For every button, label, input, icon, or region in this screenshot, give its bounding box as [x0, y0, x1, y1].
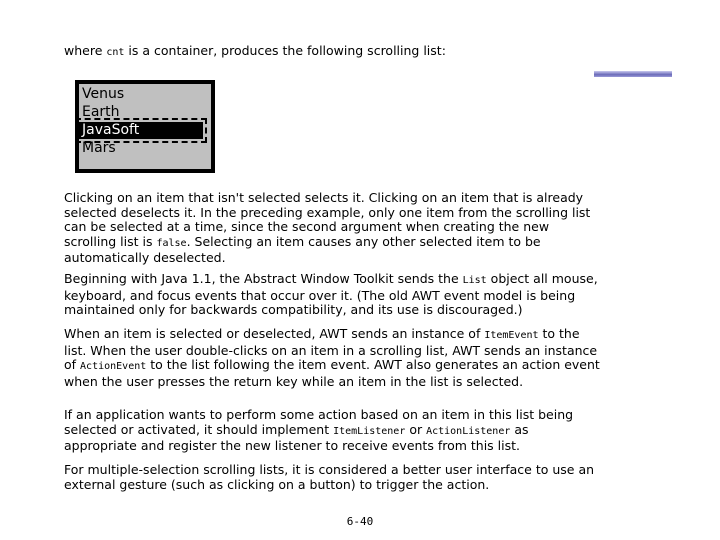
scrolling-list[interactable]: [75, 80, 215, 173]
code-false: false: [156, 237, 187, 249]
code-itemevent: ItemEvent: [484, 330, 539, 341]
paragraph-listeners: If an application wants to perform some action based on an item in this list being selected or activated, it should implement ItemListener or ActionListener as appropriate and register the new listener to receive events from this list.: [64, 407, 574, 453]
page-number: 6-40: [346, 515, 374, 528]
list-item-javasoft-selected[interactable]: JavaSoft: [79, 122, 203, 139]
code-itemlistener: ItemListener: [333, 425, 406, 437]
paragraph-clicking: Clicking on an item that isn't selected selects it. Clicking on an item that is already selected deselects it. In the preceding example, only one item from the scrolling list can be selected at a time, since the second argument when creating the new scrolling list is false. Selecting an item causes any other selected item to be automatically deselected.: [64, 190, 591, 265]
list-item-mars[interactable]: Mars: [82, 140, 116, 156]
intro-text: where: [64, 43, 107, 58]
list-item-venus[interactable]: Venus: [82, 86, 125, 102]
code-actionlistener: ActionListener: [426, 425, 511, 437]
code-actionevent: ActionEvent: [80, 361, 147, 372]
paragraph-multiple-selection: For multiple-selection scrolling lists, it is considered a better user interface to use an external gesture (such as clicking on a button) to trigger the action.: [64, 462, 595, 492]
paragraph-item-events: When an item is selected or deselected, AWT sends an instance of ItemEvent to the list. When the user double-clicks on an item in a scrolling list, AWT sends an instance of ActionEvent to the list following the item event. AWT also generates an action event when the user presses the return key while an item in the list is selected.: [64, 326, 600, 389]
decorative-bar: [594, 71, 672, 77]
code-list: List: [462, 275, 487, 286]
intro-code: cnt: [106, 47, 125, 58]
paragraph-java11: Beginning with Java 1.1, the Abstract Window Toolkit sends the List object all mouse, keyboard, and focus events that occur over it. (The old AWT event model is being maintained only for backwards compatibility, and its use is discouraged.): [64, 271, 598, 317]
intro-line: [64, 44, 624, 61]
intro-text-end: is a container, produces the following scrolling list:: [124, 43, 446, 58]
scrolling-list-content: [79, 84, 211, 169]
list-item-earth[interactable]: Earth: [82, 104, 120, 120]
